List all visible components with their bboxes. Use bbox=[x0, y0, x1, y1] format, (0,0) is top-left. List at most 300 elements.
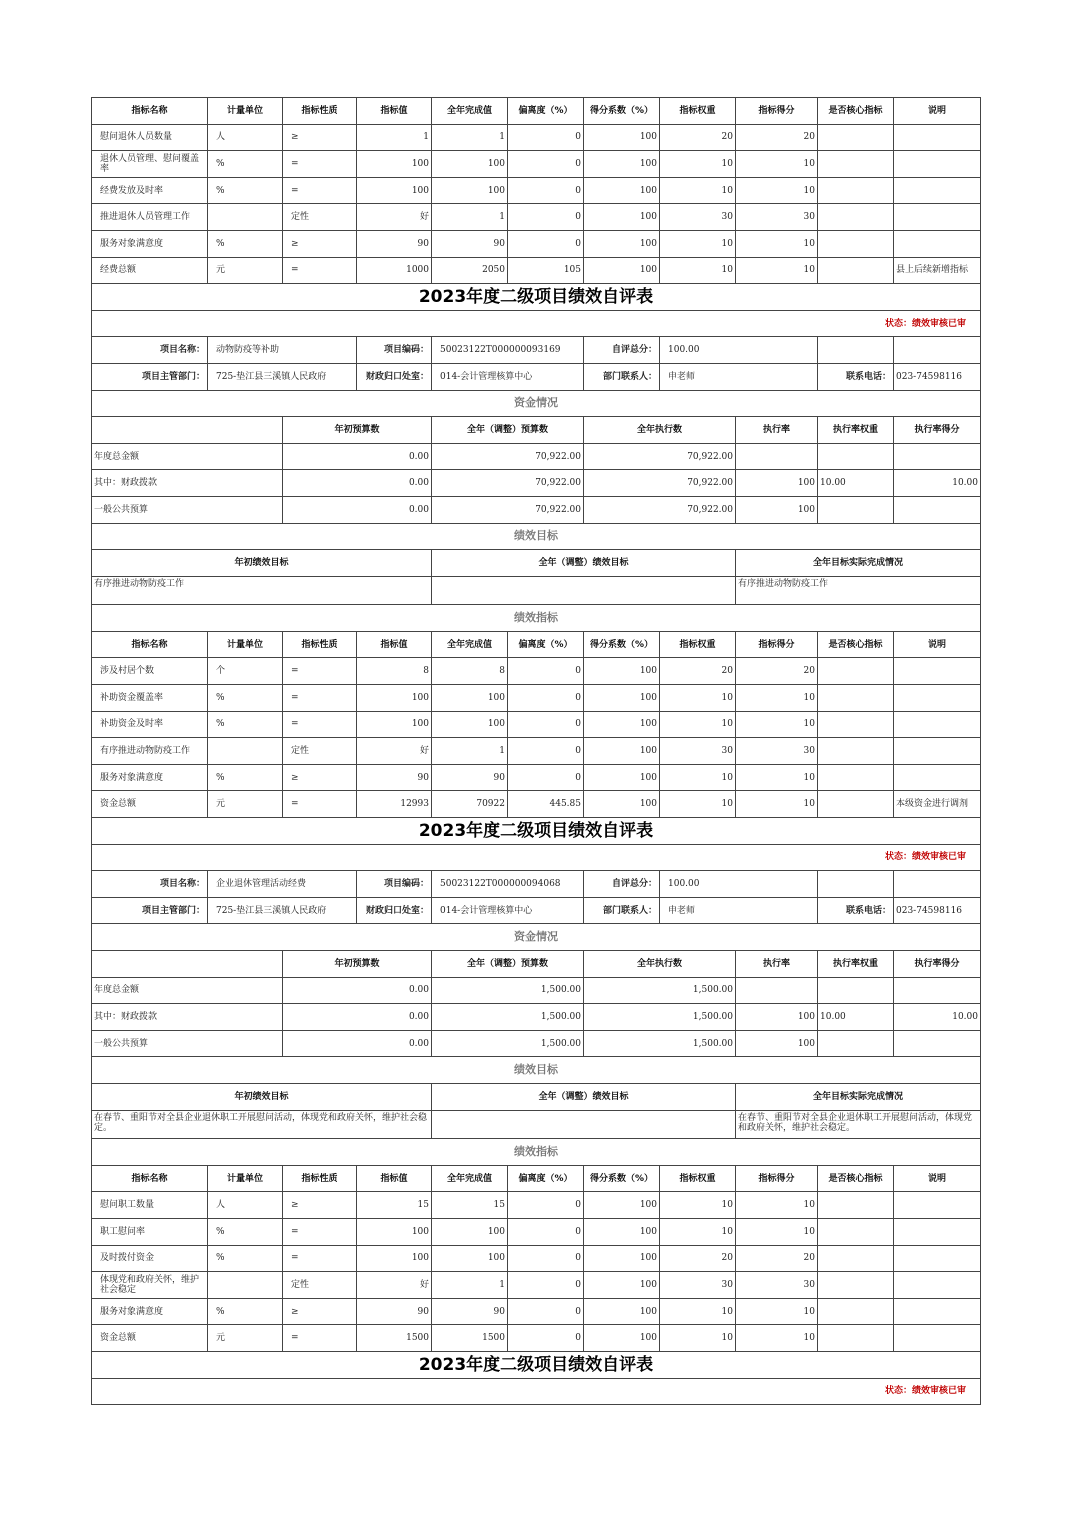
fund-header-cell: 全年（调整）预算数 bbox=[432, 417, 584, 444]
indicator-nature: ≥ bbox=[283, 1192, 357, 1219]
indicator-score: 30 bbox=[736, 204, 818, 231]
fund-header-cell: 执行率得分 bbox=[894, 417, 981, 444]
indicator-header-cell: 指标值 bbox=[357, 98, 432, 125]
indicator-deviation: 0 bbox=[508, 204, 584, 231]
indicator-coefficient: 100 bbox=[584, 124, 660, 151]
page-title: 2023年度二级项目绩效自评表 bbox=[92, 818, 981, 845]
indicator-note bbox=[894, 711, 981, 738]
indicator-deviation: 445.85 bbox=[508, 791, 584, 818]
fund-header-row bbox=[92, 951, 981, 978]
fund-executed: 70,922.00 bbox=[584, 470, 736, 497]
fund-rate-weight bbox=[818, 496, 894, 523]
funds-section-title: 资金情况 bbox=[92, 390, 981, 417]
indicator-score: 10 bbox=[736, 711, 818, 738]
indicator-actual: 90 bbox=[432, 764, 508, 791]
indicator-row bbox=[92, 1272, 981, 1299]
fund-row bbox=[92, 470, 981, 497]
indicator-header-cell: 得分系数（%） bbox=[584, 1165, 660, 1192]
office-label: 财政归口处室： bbox=[357, 363, 432, 390]
indicator-header-cell: 指标性质 bbox=[283, 98, 357, 125]
indicator-actual: 15 bbox=[432, 1192, 508, 1219]
fund-rate: 100 bbox=[736, 1004, 818, 1031]
indicator-note bbox=[894, 1272, 981, 1299]
indicator-core bbox=[818, 124, 894, 151]
office-value: 014-会计管理核算中心 bbox=[432, 363, 584, 390]
empty-cell bbox=[92, 951, 283, 978]
indicator-target: 1 bbox=[357, 124, 432, 151]
indicator-actual: 100 bbox=[432, 711, 508, 738]
indicator-nature: ≥ bbox=[283, 1298, 357, 1325]
section-row bbox=[92, 605, 981, 632]
indicator-row bbox=[92, 791, 981, 818]
indicator-nature: = bbox=[283, 1325, 357, 1352]
self-score-value: 100.00 bbox=[660, 871, 818, 898]
indicator-note bbox=[894, 738, 981, 765]
indicator-nature: 定性 bbox=[283, 738, 357, 765]
evaluation-sheet bbox=[91, 97, 980, 1405]
indicator-header-cell: 计量单位 bbox=[208, 98, 283, 125]
empty-cell bbox=[92, 417, 283, 444]
project-dept-row bbox=[92, 363, 981, 390]
section-row bbox=[92, 1057, 981, 1084]
goals-section-title: 绩效目标 bbox=[92, 1057, 981, 1084]
indicator-unit: % bbox=[208, 230, 283, 257]
indicator-note bbox=[894, 1325, 981, 1352]
fund-initial: 0.00 bbox=[283, 1004, 432, 1031]
fund-rate-score bbox=[894, 977, 981, 1004]
indicator-header-cell: 得分系数（%） bbox=[584, 631, 660, 658]
indicator-row bbox=[92, 1298, 981, 1325]
indicator-header-cell: 是否核心指标 bbox=[818, 98, 894, 125]
indicator-score: 10 bbox=[736, 1218, 818, 1245]
indicator-weight: 10 bbox=[660, 711, 736, 738]
indicator-unit: % bbox=[208, 177, 283, 204]
goal-adjusted bbox=[432, 576, 736, 605]
indicator-deviation: 0 bbox=[508, 658, 584, 685]
indicator-nature: = bbox=[283, 658, 357, 685]
indicator-nature: ≥ bbox=[283, 764, 357, 791]
indicator-core bbox=[818, 791, 894, 818]
indicator-row bbox=[92, 124, 981, 151]
indicator-target: 好 bbox=[357, 204, 432, 231]
project-name-value: 企业退休管理活动经费 bbox=[208, 871, 357, 898]
indicator-header-cell: 指标得分 bbox=[736, 98, 818, 125]
goal-header-cell: 全年目标实际完成情况 bbox=[736, 1083, 981, 1110]
fund-adjusted: 70,922.00 bbox=[432, 470, 584, 497]
goal-row bbox=[92, 1110, 981, 1139]
indicator-unit bbox=[208, 204, 283, 231]
fund-rate: 100 bbox=[736, 470, 818, 497]
indicator-deviation: 0 bbox=[508, 685, 584, 712]
indicator-nature: = bbox=[283, 685, 357, 712]
indicator-target: 100 bbox=[357, 1218, 432, 1245]
indicator-actual: 100 bbox=[432, 177, 508, 204]
indicator-actual: 1500 bbox=[432, 1325, 508, 1352]
fund-initial: 0.00 bbox=[283, 470, 432, 497]
funds-section-title: 资金情况 bbox=[92, 924, 981, 951]
status-row bbox=[92, 310, 981, 337]
fund-row bbox=[92, 1004, 981, 1031]
indicator-header-cell: 指标名称 bbox=[92, 631, 208, 658]
fund-header-cell: 年初预算数 bbox=[283, 417, 432, 444]
indicator-name: 资金总额 bbox=[92, 791, 208, 818]
self-score-label: 自评总分： bbox=[584, 337, 660, 364]
indicator-row bbox=[92, 1218, 981, 1245]
indicator-row bbox=[92, 764, 981, 791]
fund-rate: 100 bbox=[736, 496, 818, 523]
indicator-nature: = bbox=[283, 1218, 357, 1245]
fund-rate-score: 10.00 bbox=[894, 470, 981, 497]
status-row bbox=[92, 844, 981, 871]
indicator-nature: = bbox=[283, 151, 357, 178]
indicator-unit: 元 bbox=[208, 257, 283, 284]
indicator-unit: 个 bbox=[208, 658, 283, 685]
indicator-row bbox=[92, 658, 981, 685]
goal-header-cell: 年初绩效目标 bbox=[92, 550, 432, 577]
project-dept-row bbox=[92, 897, 981, 924]
indicator-header-cell: 指标权重 bbox=[660, 98, 736, 125]
indicator-header-cell: 说明 bbox=[894, 1165, 981, 1192]
indicator-name: 体现党和政府关怀，维护社会稳定 bbox=[92, 1272, 208, 1299]
status-row bbox=[92, 1378, 981, 1405]
indicator-coefficient: 100 bbox=[584, 257, 660, 284]
goal-header-row bbox=[92, 1083, 981, 1110]
indicator-note bbox=[894, 151, 981, 178]
indicator-nature: ≥ bbox=[283, 124, 357, 151]
indicator-coefficient: 100 bbox=[584, 1325, 660, 1352]
indicator-header-row bbox=[92, 631, 981, 658]
indicator-header-cell: 偏离度（%） bbox=[508, 631, 584, 658]
indicator-coefficient: 100 bbox=[584, 177, 660, 204]
indicator-target: 100 bbox=[357, 1245, 432, 1272]
fund-header-cell: 全年执行数 bbox=[584, 951, 736, 978]
dept-label: 项目主管部门： bbox=[92, 363, 208, 390]
fund-header-cell: 执行率权重 bbox=[818, 417, 894, 444]
goal-actual: 有序推进动物防疫工作 bbox=[736, 576, 981, 605]
indicator-weight: 10 bbox=[660, 151, 736, 178]
indicator-actual: 100 bbox=[432, 1218, 508, 1245]
fund-rate-weight bbox=[818, 443, 894, 470]
indicator-actual: 100 bbox=[432, 151, 508, 178]
phone-label: 联系电话： bbox=[818, 363, 894, 390]
indicator-coefficient: 100 bbox=[584, 685, 660, 712]
indicator-actual: 90 bbox=[432, 230, 508, 257]
indicator-score: 20 bbox=[736, 124, 818, 151]
indicator-deviation: 0 bbox=[508, 738, 584, 765]
indicator-weight: 20 bbox=[660, 1245, 736, 1272]
fund-initial: 0.00 bbox=[283, 443, 432, 470]
indicator-nature: = bbox=[283, 1245, 357, 1272]
indicator-deviation: 0 bbox=[508, 151, 584, 178]
indicator-nature: 定性 bbox=[283, 204, 357, 231]
indicator-name: 资金总额 bbox=[92, 1325, 208, 1352]
self-score-label: 自评总分： bbox=[584, 871, 660, 898]
indicator-name: 补助资金及时率 bbox=[92, 711, 208, 738]
evaluation-table bbox=[91, 97, 981, 1405]
indicator-note bbox=[894, 1218, 981, 1245]
indicator-header-row bbox=[92, 98, 981, 125]
indicator-weight: 20 bbox=[660, 658, 736, 685]
indicator-deviation: 0 bbox=[508, 1192, 584, 1219]
indicator-core bbox=[818, 1272, 894, 1299]
indicator-header-cell: 偏离度（%） bbox=[508, 1165, 584, 1192]
indicator-coefficient: 100 bbox=[584, 1192, 660, 1219]
indicator-header-cell: 全年完成值 bbox=[432, 98, 508, 125]
indicator-core bbox=[818, 658, 894, 685]
indicator-core bbox=[818, 230, 894, 257]
fund-row-label: 一般公共预算 bbox=[92, 1030, 283, 1057]
indicator-header-cell: 全年完成值 bbox=[432, 1165, 508, 1192]
indicator-coefficient: 100 bbox=[584, 791, 660, 818]
indicator-coefficient: 100 bbox=[584, 764, 660, 791]
indicator-target: 100 bbox=[357, 711, 432, 738]
indicator-weight: 30 bbox=[660, 1272, 736, 1299]
indicator-name: 慰问退休人员数量 bbox=[92, 124, 208, 151]
indicator-weight: 10 bbox=[660, 230, 736, 257]
fund-adjusted: 1,500.00 bbox=[432, 977, 584, 1004]
indicator-row bbox=[92, 1192, 981, 1219]
indicator-target: 90 bbox=[357, 764, 432, 791]
indicator-header-cell: 是否核心指标 bbox=[818, 1165, 894, 1192]
indicator-core bbox=[818, 1218, 894, 1245]
indicator-core bbox=[818, 204, 894, 231]
indicator-deviation: 0 bbox=[508, 230, 584, 257]
fund-rate-score bbox=[894, 1030, 981, 1057]
project-name-value: 动物防疫等补助 bbox=[208, 337, 357, 364]
fund-rate-weight bbox=[818, 1030, 894, 1057]
fund-initial: 0.00 bbox=[283, 977, 432, 1004]
goal-header-cell: 全年（调整）绩效目标 bbox=[432, 1083, 736, 1110]
fund-adjusted: 1,500.00 bbox=[432, 1004, 584, 1031]
indicator-note bbox=[894, 177, 981, 204]
indicator-coefficient: 100 bbox=[584, 1218, 660, 1245]
section-row bbox=[92, 390, 981, 417]
indicator-weight: 10 bbox=[660, 177, 736, 204]
indicator-deviation: 0 bbox=[508, 1272, 584, 1299]
goal-header-cell: 全年目标实际完成情况 bbox=[736, 550, 981, 577]
indicator-name: 职工慰问率 bbox=[92, 1218, 208, 1245]
empty-cell bbox=[894, 871, 981, 898]
title-row bbox=[92, 818, 981, 845]
indicator-header-cell: 指标得分 bbox=[736, 631, 818, 658]
indicator-note: 本级资金进行调剂 bbox=[894, 791, 981, 818]
indicator-unit bbox=[208, 1272, 283, 1299]
phone-label: 联系电话： bbox=[818, 897, 894, 924]
indicators-section-title: 绩效指标 bbox=[92, 1139, 981, 1166]
indicator-deviation: 0 bbox=[508, 124, 584, 151]
fund-row-label: 年度总金额 bbox=[92, 977, 283, 1004]
indicator-weight: 10 bbox=[660, 791, 736, 818]
indicator-header-cell: 全年完成值 bbox=[432, 631, 508, 658]
fund-executed: 1,500.00 bbox=[584, 1004, 736, 1031]
indicator-header-cell: 指标权重 bbox=[660, 1165, 736, 1192]
indicator-header-cell: 指标值 bbox=[357, 631, 432, 658]
indicator-name: 有序推进动物防疫工作 bbox=[92, 738, 208, 765]
goal-header-row bbox=[92, 550, 981, 577]
fund-row-label: 其中：财政拨款 bbox=[92, 1004, 283, 1031]
indicator-header-cell: 指标名称 bbox=[92, 98, 208, 125]
fund-header-cell: 执行率权重 bbox=[818, 951, 894, 978]
indicator-coefficient: 100 bbox=[584, 738, 660, 765]
indicator-note bbox=[894, 204, 981, 231]
indicator-coefficient: 100 bbox=[584, 1245, 660, 1272]
indicator-score: 10 bbox=[736, 151, 818, 178]
indicator-unit: % bbox=[208, 685, 283, 712]
fund-rate-weight: 10.00 bbox=[818, 470, 894, 497]
empty-cell bbox=[894, 337, 981, 364]
indicator-actual: 2050 bbox=[432, 257, 508, 284]
indicator-header-cell: 指标值 bbox=[357, 1165, 432, 1192]
indicator-header-cell: 指标性质 bbox=[283, 631, 357, 658]
indicator-score: 10 bbox=[736, 764, 818, 791]
dept-value: 725-垫江县三溪镇人民政府 bbox=[208, 363, 357, 390]
status-badge: 状态：绩效审核已审 bbox=[92, 1378, 981, 1405]
indicator-name: 涉及村居个数 bbox=[92, 658, 208, 685]
indicator-weight: 10 bbox=[660, 1298, 736, 1325]
fund-adjusted: 70,922.00 bbox=[432, 443, 584, 470]
fund-executed: 70,922.00 bbox=[584, 496, 736, 523]
status-badge: 状态：绩效审核已审 bbox=[92, 844, 981, 871]
indicator-target: 100 bbox=[357, 177, 432, 204]
title-row bbox=[92, 284, 981, 311]
indicator-deviation: 105 bbox=[508, 257, 584, 284]
indicator-score: 10 bbox=[736, 791, 818, 818]
fund-header-cell: 执行率 bbox=[736, 417, 818, 444]
goal-adjusted bbox=[432, 1110, 736, 1139]
indicator-weight: 10 bbox=[660, 685, 736, 712]
fund-rate-weight: 10.00 bbox=[818, 1004, 894, 1031]
indicator-unit: % bbox=[208, 711, 283, 738]
office-label: 财政归口处室： bbox=[357, 897, 432, 924]
indicator-row bbox=[92, 1325, 981, 1352]
indicator-unit: % bbox=[208, 151, 283, 178]
indicator-unit: % bbox=[208, 764, 283, 791]
indicator-core bbox=[818, 1298, 894, 1325]
indicator-nature: = bbox=[283, 791, 357, 818]
indicator-header-cell: 说明 bbox=[894, 631, 981, 658]
indicator-target: 8 bbox=[357, 658, 432, 685]
indicator-nature: = bbox=[283, 177, 357, 204]
indicator-weight: 10 bbox=[660, 1325, 736, 1352]
indicator-header-row bbox=[92, 1165, 981, 1192]
indicator-row bbox=[92, 685, 981, 712]
indicator-deviation: 0 bbox=[508, 1218, 584, 1245]
indicator-unit: % bbox=[208, 1218, 283, 1245]
indicator-actual: 8 bbox=[432, 658, 508, 685]
indicator-actual: 90 bbox=[432, 1298, 508, 1325]
fund-row bbox=[92, 496, 981, 523]
indicator-unit: % bbox=[208, 1298, 283, 1325]
indicator-deviation: 0 bbox=[508, 1298, 584, 1325]
indicator-target: 15 bbox=[357, 1192, 432, 1219]
indicator-core bbox=[818, 738, 894, 765]
indicator-target: 12993 bbox=[357, 791, 432, 818]
indicator-unit: 人 bbox=[208, 124, 283, 151]
indicator-actual: 1 bbox=[432, 204, 508, 231]
indicator-row bbox=[92, 151, 981, 178]
indicator-row bbox=[92, 257, 981, 284]
indicator-core bbox=[818, 151, 894, 178]
fund-initial: 0.00 bbox=[283, 1030, 432, 1057]
indicator-coefficient: 100 bbox=[584, 1272, 660, 1299]
indicator-weight: 10 bbox=[660, 1192, 736, 1219]
indicator-header-cell: 是否核心指标 bbox=[818, 631, 894, 658]
indicator-coefficient: 100 bbox=[584, 204, 660, 231]
indicator-score: 30 bbox=[736, 738, 818, 765]
page-title: 2023年度二级项目绩效自评表 bbox=[92, 1351, 981, 1378]
indicator-target: 100 bbox=[357, 151, 432, 178]
indicator-core bbox=[818, 1192, 894, 1219]
indicator-note bbox=[894, 230, 981, 257]
indicator-target: 好 bbox=[357, 1272, 432, 1299]
title-row bbox=[92, 1351, 981, 1378]
indicator-actual: 1 bbox=[432, 738, 508, 765]
indicator-header-cell: 得分系数（%） bbox=[584, 98, 660, 125]
indicator-header-cell: 偏离度（%） bbox=[508, 98, 584, 125]
indicator-nature: = bbox=[283, 257, 357, 284]
fund-header-cell: 全年执行数 bbox=[584, 417, 736, 444]
indicator-nature: = bbox=[283, 711, 357, 738]
project-code-value: 50023122T000000093169 bbox=[432, 337, 584, 364]
project-name-label: 项目名称： bbox=[92, 337, 208, 364]
fund-executed: 70,922.00 bbox=[584, 443, 736, 470]
indicator-deviation: 0 bbox=[508, 177, 584, 204]
indicator-core bbox=[818, 177, 894, 204]
fund-rate: 100 bbox=[736, 1030, 818, 1057]
fund-executed: 1,500.00 bbox=[584, 977, 736, 1004]
indicator-header-cell: 指标性质 bbox=[283, 1165, 357, 1192]
goal-row bbox=[92, 576, 981, 605]
indicator-score: 10 bbox=[736, 685, 818, 712]
indicator-header-cell: 计量单位 bbox=[208, 631, 283, 658]
indicator-deviation: 0 bbox=[508, 711, 584, 738]
indicator-unit: 人 bbox=[208, 1192, 283, 1219]
indicator-name: 推进退休人员管理工作 bbox=[92, 204, 208, 231]
indicator-name: 及时拨付资金 bbox=[92, 1245, 208, 1272]
indicator-core bbox=[818, 764, 894, 791]
project-code-label: 项目编码： bbox=[357, 871, 432, 898]
indicator-note bbox=[894, 658, 981, 685]
indicator-unit: 元 bbox=[208, 791, 283, 818]
dept-label: 项目主管部门： bbox=[92, 897, 208, 924]
project-name-label: 项目名称： bbox=[92, 871, 208, 898]
indicator-note: 县上后续新增指标 bbox=[894, 257, 981, 284]
project-code-value: 50023122T000000094068 bbox=[432, 871, 584, 898]
indicator-coefficient: 100 bbox=[584, 230, 660, 257]
fund-adjusted: 70,922.00 bbox=[432, 496, 584, 523]
indicator-header-cell: 指标得分 bbox=[736, 1165, 818, 1192]
project-code-label: 项目编码： bbox=[357, 337, 432, 364]
fund-rate bbox=[736, 443, 818, 470]
indicator-row bbox=[92, 204, 981, 231]
contact-value: 申老师 bbox=[660, 363, 818, 390]
indicator-weight: 10 bbox=[660, 764, 736, 791]
indicator-row bbox=[92, 230, 981, 257]
fund-row-label: 其中：财政拨款 bbox=[92, 470, 283, 497]
indicator-core bbox=[818, 1325, 894, 1352]
phone-value: 023-74598116 bbox=[894, 897, 981, 924]
indicator-note bbox=[894, 1245, 981, 1272]
indicator-note bbox=[894, 764, 981, 791]
goals-section-title: 绩效目标 bbox=[92, 523, 981, 550]
indicator-coefficient: 100 bbox=[584, 151, 660, 178]
fund-initial: 0.00 bbox=[283, 496, 432, 523]
indicator-note bbox=[894, 124, 981, 151]
indicator-name: 经费发放及时率 bbox=[92, 177, 208, 204]
fund-row bbox=[92, 443, 981, 470]
indicator-target: 1000 bbox=[357, 257, 432, 284]
indicator-note bbox=[894, 1298, 981, 1325]
